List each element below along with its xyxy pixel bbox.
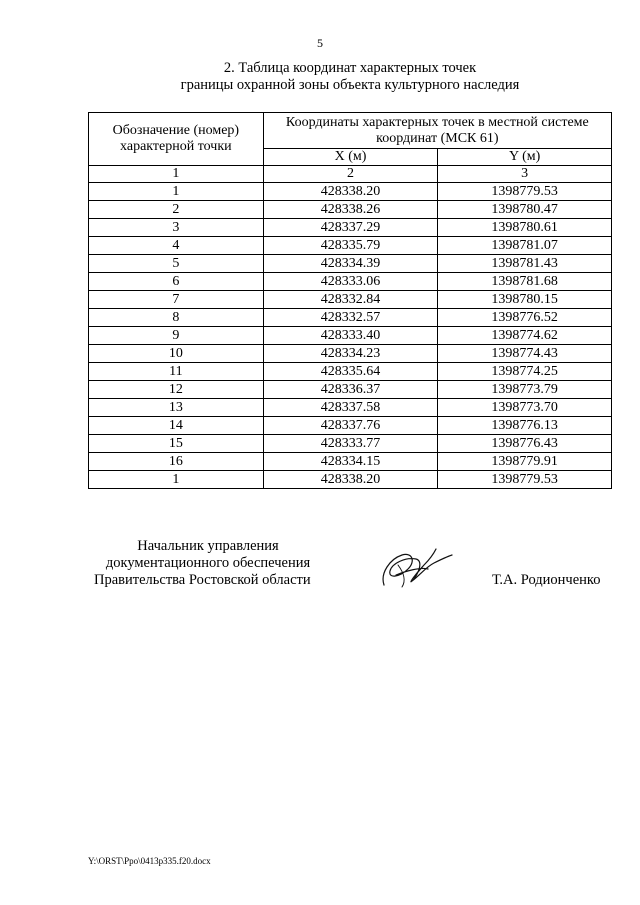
- table-title-line-1: 2. Таблица координат характерных точек: [223, 60, 477, 76]
- x-coordinate-cell: 428334.23: [263, 345, 438, 363]
- x-coordinate-cell: 428333.40: [263, 327, 438, 345]
- y-coordinate-cell: 1398780.15: [438, 291, 612, 309]
- file-path: Y:\ORST\Ppo\0413p335.f20.docx: [88, 856, 211, 866]
- signatory-position-line-1: Начальник управления: [137, 538, 279, 554]
- table-row: [89, 309, 612, 327]
- x-coordinate-cell: 428338.20: [263, 471, 438, 489]
- table-row: [89, 471, 612, 489]
- x-coordinate-cell: 428335.79: [263, 237, 438, 255]
- x-coordinate-cell: 428337.29: [263, 219, 438, 237]
- point-number-cell: 10: [89, 345, 264, 363]
- y-coordinate-cell: 1398780.47: [438, 201, 612, 219]
- column-number-1: 1: [89, 166, 264, 183]
- x-coordinate-cell: 428332.84: [263, 291, 438, 309]
- x-coordinate-cell: 428334.15: [263, 453, 438, 471]
- header-y: Y (м): [438, 149, 612, 166]
- y-coordinate-cell: 1398773.79: [438, 381, 612, 399]
- point-number-cell: 14: [89, 417, 264, 435]
- header-coordinates: Координаты характерных точек в местной системе координат (МСК 61): [263, 113, 611, 149]
- y-coordinate-cell: 1398774.25: [438, 363, 612, 381]
- table-row: [89, 453, 612, 471]
- table-row: [89, 291, 612, 309]
- table-row: [89, 219, 612, 237]
- x-coordinate-cell: 428333.06: [263, 273, 438, 291]
- x-coordinate-cell: 428332.57: [263, 309, 438, 327]
- x-coordinate-cell: 428338.20: [263, 183, 438, 201]
- y-coordinate-cell: 1398779.53: [438, 471, 612, 489]
- signatory-position-line-3: Правительства Ростовской области: [94, 572, 311, 588]
- point-number-cell: 13: [89, 399, 264, 417]
- y-coordinate-cell: 1398779.53: [438, 183, 612, 201]
- table-title: [0, 60, 640, 94]
- x-coordinate-cell: 428334.39: [263, 255, 438, 273]
- signatory-position: [88, 538, 328, 589]
- y-coordinate-cell: 1398781.43: [438, 255, 612, 273]
- point-number-cell: 3: [89, 219, 264, 237]
- x-coordinate-cell: 428333.77: [263, 435, 438, 453]
- coordinates-table-body: [89, 183, 612, 489]
- x-coordinate-cell: 428337.76: [263, 417, 438, 435]
- y-coordinate-cell: 1398776.52: [438, 309, 612, 327]
- table-row: [89, 273, 612, 291]
- y-coordinate-cell: 1398779.91: [438, 453, 612, 471]
- x-coordinate-cell: 428336.37: [263, 381, 438, 399]
- point-number-cell: 15: [89, 435, 264, 453]
- y-coordinate-cell: 1398781.07: [438, 237, 612, 255]
- point-number-cell: 6: [89, 273, 264, 291]
- y-coordinate-cell: 1398780.61: [438, 219, 612, 237]
- point-number-cell: 8: [89, 309, 264, 327]
- point-number-cell: 4: [89, 237, 264, 255]
- x-coordinate-cell: 428338.26: [263, 201, 438, 219]
- table-title-line-2: границы охранной зоны объекта культурного наследия: [180, 77, 520, 93]
- y-coordinate-cell: 1398781.68: [438, 273, 612, 291]
- x-coordinate-cell: 428335.64: [263, 363, 438, 381]
- point-number-cell: 1: [89, 471, 264, 489]
- column-number-2: 2: [263, 166, 438, 183]
- coordinates-table: [88, 112, 612, 489]
- page-number: 5: [317, 36, 323, 50]
- point-number-cell: 9: [89, 327, 264, 345]
- table-row: [89, 435, 612, 453]
- table-row: [89, 399, 612, 417]
- column-number-3: 3: [438, 166, 612, 183]
- table-row: [89, 201, 612, 219]
- table-row: [89, 327, 612, 345]
- point-number-cell: 12: [89, 381, 264, 399]
- x-coordinate-cell: 428337.58: [263, 399, 438, 417]
- table-row: [89, 363, 612, 381]
- y-coordinate-cell: 1398774.62: [438, 327, 612, 345]
- header-x: X (м): [263, 149, 438, 166]
- point-number-cell: 5: [89, 255, 264, 273]
- point-number-cell: 1: [89, 183, 264, 201]
- y-coordinate-cell: 1398776.13: [438, 417, 612, 435]
- handwritten-signature-icon: [376, 545, 454, 593]
- y-coordinate-cell: 1398776.43: [438, 435, 612, 453]
- header-point-designation: Обозначение (номер) характерной точки: [89, 113, 264, 166]
- table-row: [89, 183, 612, 201]
- table-row: [89, 417, 612, 435]
- y-coordinate-cell: 1398774.43: [438, 345, 612, 363]
- table-row: [89, 255, 612, 273]
- table-row: [89, 237, 612, 255]
- y-coordinate-cell: 1398773.70: [438, 399, 612, 417]
- point-number-cell: 11: [89, 363, 264, 381]
- signatory-position-line-2: документационного обеспечения: [105, 555, 311, 571]
- signatory-name: Т.А. Родионченко: [492, 572, 601, 588]
- table-row: [89, 381, 612, 399]
- point-number-cell: 2: [89, 201, 264, 219]
- point-number-cell: 16: [89, 453, 264, 471]
- point-number-cell: 7: [89, 291, 264, 309]
- table-row: [89, 345, 612, 363]
